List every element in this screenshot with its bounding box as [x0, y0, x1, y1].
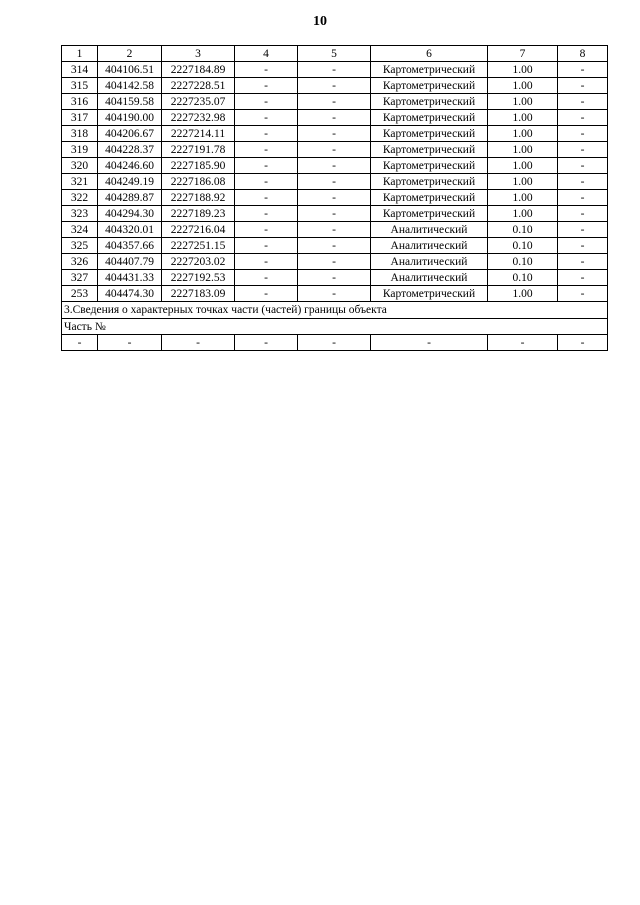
table-cell: 404474.30 — [98, 286, 162, 302]
table-row — [62, 206, 608, 222]
table-cell: - — [558, 174, 608, 190]
table-cell: 404142.58 — [98, 78, 162, 94]
table-cell: 327 — [62, 270, 98, 286]
table-row — [62, 78, 608, 94]
table-cell: - — [298, 206, 371, 222]
table-cell: - — [235, 335, 298, 351]
table-cell: - — [235, 142, 298, 158]
table-row — [62, 286, 608, 302]
table-cell: 1.00 — [488, 126, 558, 142]
table-row — [62, 142, 608, 158]
table-cell: 2227251.15 — [162, 238, 235, 254]
table-cell: Картометрический — [371, 62, 488, 78]
table-cell: 1.00 — [488, 286, 558, 302]
table-cell: 319 — [62, 142, 98, 158]
table-cell: Картометрический — [371, 174, 488, 190]
table-cell: 2227235.07 — [162, 94, 235, 110]
table-cell: 326 — [62, 254, 98, 270]
table-cell: 320 — [62, 158, 98, 174]
table-cell: 321 — [62, 174, 98, 190]
table-cell: - — [235, 126, 298, 142]
page-number: 10 — [313, 14, 327, 29]
table-row — [62, 270, 608, 286]
table-cell: - — [298, 78, 371, 94]
table-cell: - — [558, 94, 608, 110]
table-cell: 2227232.98 — [162, 110, 235, 126]
table-cell: 404246.60 — [98, 158, 162, 174]
table-cell: 0.10 — [488, 222, 558, 238]
table-cell: - — [298, 174, 371, 190]
table-cell: 2227183.09 — [162, 286, 235, 302]
header-cell: 7 — [488, 46, 558, 62]
header-cell: 4 — [235, 46, 298, 62]
table-cell: - — [558, 158, 608, 174]
section-title: 3.Сведения о характерных точках части (частей) границы объекта — [62, 302, 608, 319]
table-row — [62, 62, 608, 78]
table-cell: 1.00 — [488, 158, 558, 174]
table-cell: - — [298, 62, 371, 78]
table-cell: 1.00 — [488, 110, 558, 126]
table-cell: - — [298, 110, 371, 126]
table-cell: - — [235, 270, 298, 286]
table-row — [62, 254, 608, 270]
header-cell: 3 — [162, 46, 235, 62]
table-cell: 2227184.89 — [162, 62, 235, 78]
part-number-row — [62, 319, 608, 335]
table-cell: 1.00 — [488, 78, 558, 94]
header-cell: 8 — [558, 46, 608, 62]
table-cell: Картометрический — [371, 158, 488, 174]
table-cell: 404228.37 — [98, 142, 162, 158]
table-cell: - — [235, 238, 298, 254]
column-number-row — [62, 46, 608, 62]
table-cell: - — [558, 142, 608, 158]
table-cell: 318 — [62, 126, 98, 142]
table-cell: 404357.66 — [98, 238, 162, 254]
header-cell: 5 — [298, 46, 371, 62]
part-number-label: Часть № — [62, 319, 608, 335]
table-cell: 323 — [62, 206, 98, 222]
table-cell: 316 — [62, 94, 98, 110]
empty-row — [62, 335, 608, 351]
table-cell: 253 — [62, 286, 98, 302]
table-cell: Картометрический — [371, 190, 488, 206]
header-cell: 6 — [371, 46, 488, 62]
table-cell: - — [235, 110, 298, 126]
table-cell: - — [298, 335, 371, 351]
table-cell: 317 — [62, 110, 98, 126]
table-cell: - — [235, 94, 298, 110]
table-cell: 404206.67 — [98, 126, 162, 142]
table-cell: - — [235, 222, 298, 238]
table-cell: 2227186.08 — [162, 174, 235, 190]
table-row — [62, 158, 608, 174]
table-cell: - — [558, 238, 608, 254]
table-cell: - — [235, 190, 298, 206]
table-cell: - — [558, 335, 608, 351]
table-cell: - — [298, 126, 371, 142]
table-row — [62, 110, 608, 126]
table-cell: 2227192.53 — [162, 270, 235, 286]
table-cell: - — [558, 286, 608, 302]
table-cell: 2227185.90 — [162, 158, 235, 174]
table-cell: 404106.51 — [98, 62, 162, 78]
table-cell: - — [98, 335, 162, 351]
table-cell: 1.00 — [488, 190, 558, 206]
table-cell: - — [298, 286, 371, 302]
table-cell: 314 — [62, 62, 98, 78]
table-cell: - — [298, 238, 371, 254]
table-row — [62, 190, 608, 206]
table-cell: 1.00 — [488, 174, 558, 190]
table-cell: 315 — [62, 78, 98, 94]
table-cell: 322 — [62, 190, 98, 206]
table-row — [62, 174, 608, 190]
table-cell: - — [298, 94, 371, 110]
table-cell: Аналитический — [371, 254, 488, 270]
table-cell: Картометрический — [371, 286, 488, 302]
table-cell: 2227203.02 — [162, 254, 235, 270]
table-cell: 2227191.78 — [162, 142, 235, 158]
table-cell: 1.00 — [488, 62, 558, 78]
table-cell: 2227214.11 — [162, 126, 235, 142]
table-cell: - — [235, 254, 298, 270]
table-cell: - — [235, 174, 298, 190]
table-cell: 1.00 — [488, 94, 558, 110]
table-cell: - — [298, 158, 371, 174]
table-cell: - — [558, 62, 608, 78]
table-cell: Картометрический — [371, 78, 488, 94]
table-cell: - — [235, 286, 298, 302]
table-cell: - — [558, 78, 608, 94]
table-cell: 404407.79 — [98, 254, 162, 270]
table-cell: - — [62, 335, 98, 351]
section-title-row — [62, 302, 608, 319]
table-cell: 1.00 — [488, 142, 558, 158]
table-cell: - — [162, 335, 235, 351]
table-cell: 0.10 — [488, 238, 558, 254]
table-cell: 324 — [62, 222, 98, 238]
table-cell: - — [235, 206, 298, 222]
table-cell: - — [235, 62, 298, 78]
table-cell: Аналитический — [371, 222, 488, 238]
table-cell: 2227228.51 — [162, 78, 235, 94]
table-cell: Картометрический — [371, 126, 488, 142]
table-cell: 404249.19 — [98, 174, 162, 190]
table-cell: Картометрический — [371, 142, 488, 158]
header-cell: 1 — [62, 46, 98, 62]
table-cell: - — [488, 335, 558, 351]
table-cell: 404289.87 — [98, 190, 162, 206]
table-cell: - — [298, 190, 371, 206]
table-cell: - — [558, 190, 608, 206]
table-cell: - — [235, 78, 298, 94]
table-cell: Аналитический — [371, 238, 488, 254]
table-cell: - — [371, 335, 488, 351]
table-cell: 404294.30 — [98, 206, 162, 222]
coordinates-table — [61, 45, 608, 351]
table-cell: - — [558, 126, 608, 142]
table-cell: Картометрический — [371, 110, 488, 126]
table-cell: Картометрический — [371, 94, 488, 110]
header-cell: 2 — [98, 46, 162, 62]
table-cell: 1.00 — [488, 206, 558, 222]
table-cell: - — [298, 142, 371, 158]
table-row — [62, 222, 608, 238]
table-cell: - — [235, 158, 298, 174]
table-cell: - — [558, 222, 608, 238]
table-cell: 0.10 — [488, 270, 558, 286]
table-cell: 404159.58 — [98, 94, 162, 110]
table-cell: 2227216.04 — [162, 222, 235, 238]
table-cell: 404190.00 — [98, 110, 162, 126]
table-cell: - — [298, 270, 371, 286]
table-cell: 0.10 — [488, 254, 558, 270]
table-cell: - — [298, 254, 371, 270]
table-cell: Аналитический — [371, 270, 488, 286]
table-cell: 404431.33 — [98, 270, 162, 286]
table-row — [62, 94, 608, 110]
table-cell: - — [558, 270, 608, 286]
table-cell: 404320.01 — [98, 222, 162, 238]
table-cell: 325 — [62, 238, 98, 254]
table-row — [62, 126, 608, 142]
table-cell: 2227188.92 — [162, 190, 235, 206]
table-cell: 2227189.23 — [162, 206, 235, 222]
table-cell: - — [558, 254, 608, 270]
table-cell: - — [558, 110, 608, 126]
table-row — [62, 238, 608, 254]
table-cell: Картометрический — [371, 206, 488, 222]
table-cell: - — [298, 222, 371, 238]
table-cell: - — [558, 206, 608, 222]
